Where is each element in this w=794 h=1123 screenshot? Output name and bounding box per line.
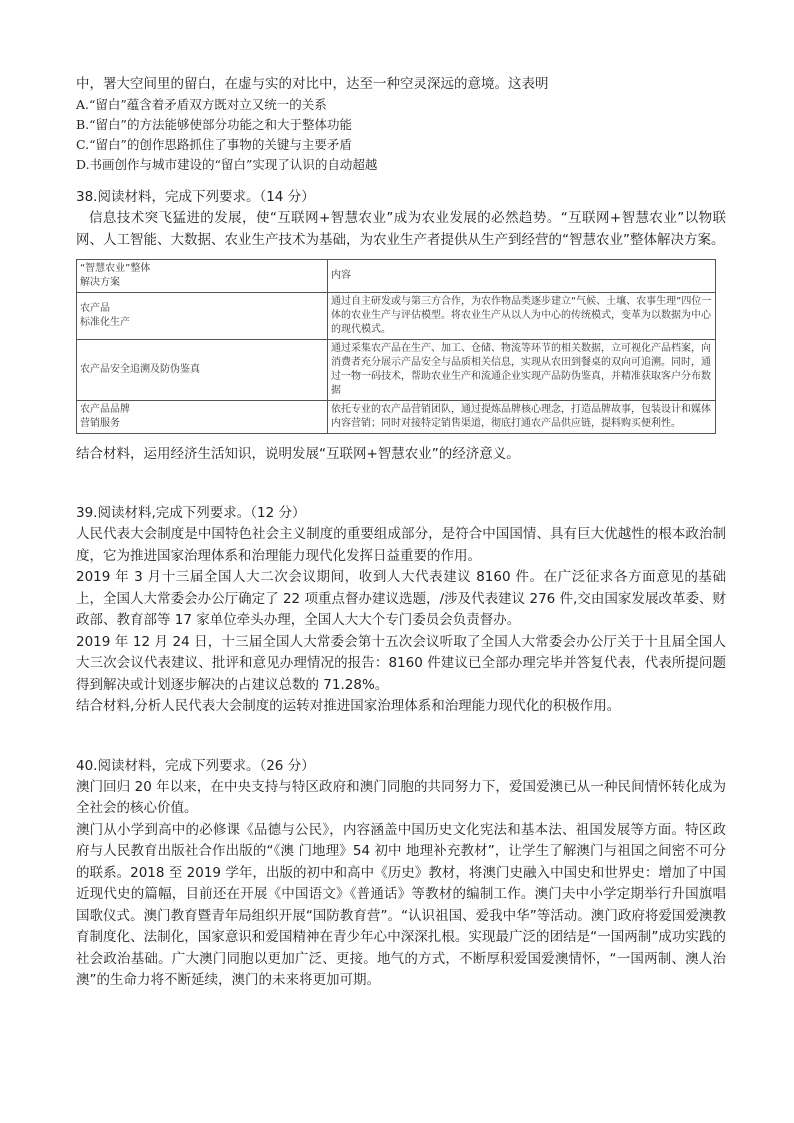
q38-table: [76, 259, 716, 434]
q37-option-a: A.“留白”蕴含着矛盾双方既对立又统一的关系: [76, 97, 327, 112]
q39-title: 39.阅读材料,完成下列要求。（12 分）: [76, 505, 306, 521]
table-header-content: 内容: [328, 260, 716, 293]
table-cell-content: 通过采集农产品在生产、加工、仓储、物流等环节的相关数据，立可视化产品档案，向消费者充分展示产品安全与品质相关信息，实现从农田到餐桌的双向可追溯。同时，通过一物一码技术，帮助农业生产和流通企业实现产品防伪鉴真，并精准获取客户分布数据: [328, 340, 716, 401]
table-cell-content: 依托专业的农产品营销团队，通过提炼品牌核心理念，打造品牌故事，包装设计和媒体内容营销；同时对接特定销售渠道，彻底打通农产品供应链，提料购买便利性。: [328, 401, 716, 434]
q39-paragraph: 2019 年 3 月十三届全国人大二次会议期间，收到人大代表建议 8160 件。在广泛征求各方面意见的基础上，全国人大常委会办公厅确定了 22 项重点督办建议选题，/涉及代表建议 276 件,交由国家发展改革委、财政部、教育部等 17 家单位牵头办理，全国人大大个专门委员会负责督办。: [76, 569, 726, 628]
table-row: [77, 401, 716, 434]
q37-option-c: C.“留白”的创作思路抓住了事物的关键与主要矛盾: [76, 137, 352, 152]
table-cell-name: 农产品 标准化生产: [77, 293, 328, 340]
table-header-row: [77, 260, 716, 293]
table-header-solution: “智慧农业”整体 解决方案: [77, 260, 328, 293]
table-cell-name: 农产品品牌 营销服务: [77, 401, 328, 434]
q38-title: 38.阅读材料，完成下列要求。（14 分）: [76, 189, 315, 205]
table-cell-name: 农产品安全追溯及防伪鉴真: [77, 340, 328, 401]
q37-stem-end: 中，署大空间里的留白，在虚与实的对比中，达至一种空灵深远的意境。这表明: [76, 76, 549, 92]
q39-task: 结合材料,分析人民代表大会制度的运转对推进国家治理体系和治理能力现代化的积极作用。: [76, 698, 621, 714]
q38-task: 结合材料，运用经济生活知识，说明发展“互联网+智慧农业”的经济意义。: [76, 446, 520, 462]
q38-material: 信息技术突飞猛进的发展，使“互联网+智慧农业”成为农业发展的必然趋势。“互联网+智慧农业”以物联网、人工智能、大数据、农业生产技术为基础，为农业生产者提供从生产到经营的“智慧农业”整体解决方案。: [76, 210, 726, 248]
q40-paragraph: 澳门从小学到高中的必修课《品德与公民》，内容涵盖中国历史文化宪法和基本法、祖国发展等方面。特区政府与人民教育出版社合作出版的“《澳 门地理》54 初中 地理补充教材”，让学生了解澳门与祖国之间密不可分的联系。2018 至 2019 学年，出版的初中和高中《历史》教材，将澳门史融入中国史和世界史：增加了中国近现代史的篇幅，目前还在开展《中国语文》《普通话》等教材的编制工作。澳门夫中小学定期举行升国旗唱国歌仪式。澳门教育暨青年局组织开展“国防教育营”。“认识祖国、爱我中华”等活动。澳门政府将爱国爱澳教育制度化、法制化，国家意识和爱国精神在青少年心中深深扎根。实现最广泛的团结是“一国两制”成功实践的社会政治基础。广大澳门同胞以更加广泛、更接。地气的方式，不断厚积爱国爱澳情怀，“一国两制、澳人治 澳”的生命力将不断延续，澳门的未来将更加可期。: [76, 821, 726, 988]
q40-paragraph: 澳门回归 20 年以来，在中央支持与特区政府和澳门同胞的共同努力下，爱国爱澳已从一种民间情怀转化成为全社会的核心价值。: [76, 778, 726, 816]
table-row: [77, 340, 716, 401]
exam-page: [76, 74, 726, 992]
q40-title: 40.阅读材料，完成下列要求。（26 分）: [76, 757, 315, 774]
q37-option-d: D.书画创作与城市建设的“留白”实现了认识的自动超越: [76, 157, 378, 172]
q39-paragraph: 2019 年 12 月 24 日，十三届全国人大常委会第十五次会议听取了全国人大常委会办公厅关于十且届全国人大三次会议代表建议、批评和意见办理情况的报告：8160 件建议已全部办理完毕并答复代表，代表所提问题得到解决或计划逐步解决的占建议总数的 71.28%。: [76, 633, 726, 693]
q39-paragraph: 人民代表大会制度是中国特色社会主义制度的重要组成部分，是符合中国国情、具有巨大优越性的根本政治制度，它为推进国家治理体系和治理能力现代化发挥日益重要的作用。: [76, 526, 726, 564]
q37-option-b: B.“留白”的方法能够使部分功能之和大于整体功能: [76, 117, 352, 132]
table-cell-content: 通过自主研发或与第三方合作，为农作物品类逐步建立“气候、土壤、农事生理”四位一体的农业生产与评估模型。将农业生产从以人为中心的传统模式，变革为以数据为中心的现代模式。: [328, 293, 716, 340]
table-row: [77, 293, 716, 340]
